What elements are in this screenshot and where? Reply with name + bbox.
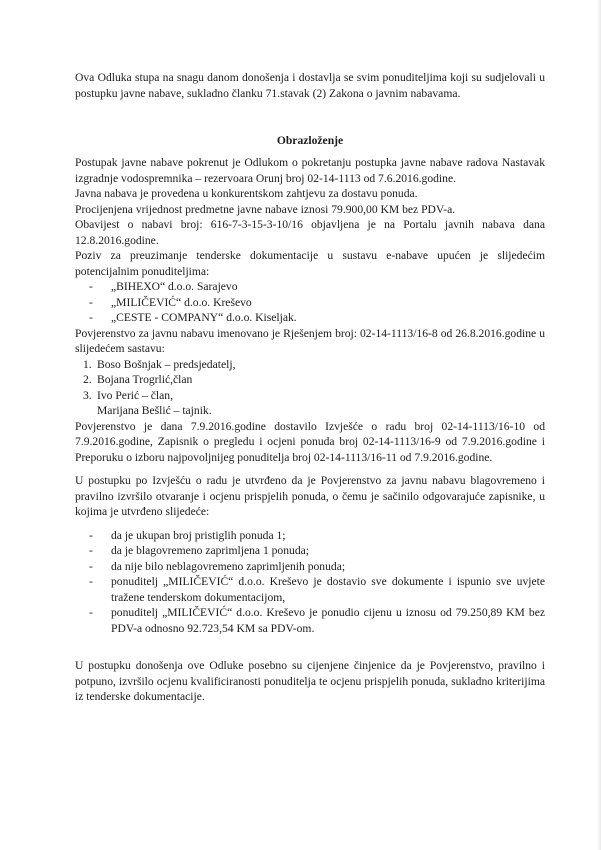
paragraph-findings-intro: U postupku po Izvješću o radu je utvrđeno da je Povjerenstvo za javnu nabavu blagovremeno i pravilno izvršilo otvaranje i ocjenu prispjelih ponuda, o čemu je sačinilo odgovarajuće zapisnike, u kojima je utvrđeno slijedeće: (75, 474, 545, 518)
list-item: 3. Ivo Perić – član, (83, 388, 173, 402)
paragraph-procedure: Postupak javne nabave pokrenut je Odlukom o pokretanju postupka javne nabave radova Nastavak izgradnje vodospremnika – rezervoara Orunj broj 02-14-1113 od 7.6.2016.godine. (75, 156, 545, 185)
list-item: - „MILIČEVIĆ“ d.o.o. Kreševo (75, 295, 545, 311)
list-item: 2. Bojana Trogrlić,član (83, 373, 193, 386)
paragraph-conclusion: U postupku donošenja ove Odluke posebno su cijenjene činjenice da je Povjerenstvo, pravilno i potpuno, izvršilo ocjenu kvalificiranosti ponuditelja te ocjenu prispjelih ponuda, sukladno kriterijima iz tenderske dokumentacije. (75, 659, 545, 703)
paragraph-invitation: Poziv za preuzimanje tenderske dokumentacije u sustavu e-nabave upućen je slijedećim potencijalnim ponuditeljima: (75, 249, 545, 278)
committee-member-list (75, 357, 545, 419)
paragraph-committee: Povjerenstvo za javnu nabavu imenovano je Rješenjem broj: 02-14-1113/16-8 od 26.8.2016.godine u slijedećem sastavu: (75, 326, 545, 355)
paragraph-method: Javna nabava je provedena u konkurentskom zahtjevu za dostavu ponuda. (75, 187, 418, 200)
list-item: - da nije bilo neblagovremeno zaprimljenih ponuda; (75, 559, 545, 575)
section-heading: Obrazloženje (276, 134, 344, 147)
list-item: - da je ukupan broj pristiglih ponuda 1; (75, 528, 545, 544)
reasoning-body (75, 155, 545, 705)
paragraph-notice: Obavijest o nabavi broj: 616-7-3-15-3-10/16 objavljena je na Portalu javnih nabava dana 12.8.2016.godine. (75, 218, 545, 247)
list-item: Marijana Bešlić – tajnik. (97, 404, 212, 417)
list-item: - „CESTE - COMPANY“ d.o.o. Kiseljak. (75, 310, 545, 326)
intro-paragraph: Ova Odluka stupa na snagu danom donošenja i dostavlja se svim ponuditeljima koji su sudjelovali u postupku javne nabave, sukladno članku 71.stavak (2) Zakona o javnim nabavama. (75, 71, 545, 100)
list-item: 1. Boso Bošnjak – predsjedatelj, (83, 357, 236, 371)
list-item: - da je blagovremeno zaprimljena 1 ponuda; (75, 543, 545, 559)
findings-list (75, 528, 545, 637)
scan-edge (597, 0, 601, 850)
list-item: - ponuditelj „MILIČEVIĆ“ d.o.o. Kreševo je ponudio cijenu u iznosu od 79.250,89 KM bez PDV-a odnosno 92.723,54 KM sa PDV-om. (75, 605, 545, 636)
paragraph-estimated-value: Procijenjena vrijednost predmetne javne nabave iznosi 79.900,00 KM bez PDV-a. (75, 202, 456, 216)
list-item: - „BIHEXO“ d.o.o. Sarajevo (75, 279, 545, 295)
list-item: - ponuditelj „MILIČEVIĆ“ d.o.o. Kreševo je dostavio sve dokumente i ispunio sve uvjete tražene tenderskom dokumentacijom, (75, 574, 545, 605)
paragraph-reports: Povjerenstvo je dana 7.9.2016.godine dostavilo Izvješće o radu broj 02-14-1113/16-10 od 7.9.2016.godine, Zapisnik o pregledu i ocjeni ponuda broj 02-14-1113/16-9 od 7.9.2016.godine i Preporuku o izboru najpovoljnijeg ponuditelja broj 02-14-1113/16-11 od 7.9.2016.godine. (75, 419, 545, 464)
bidder-list (75, 279, 545, 326)
